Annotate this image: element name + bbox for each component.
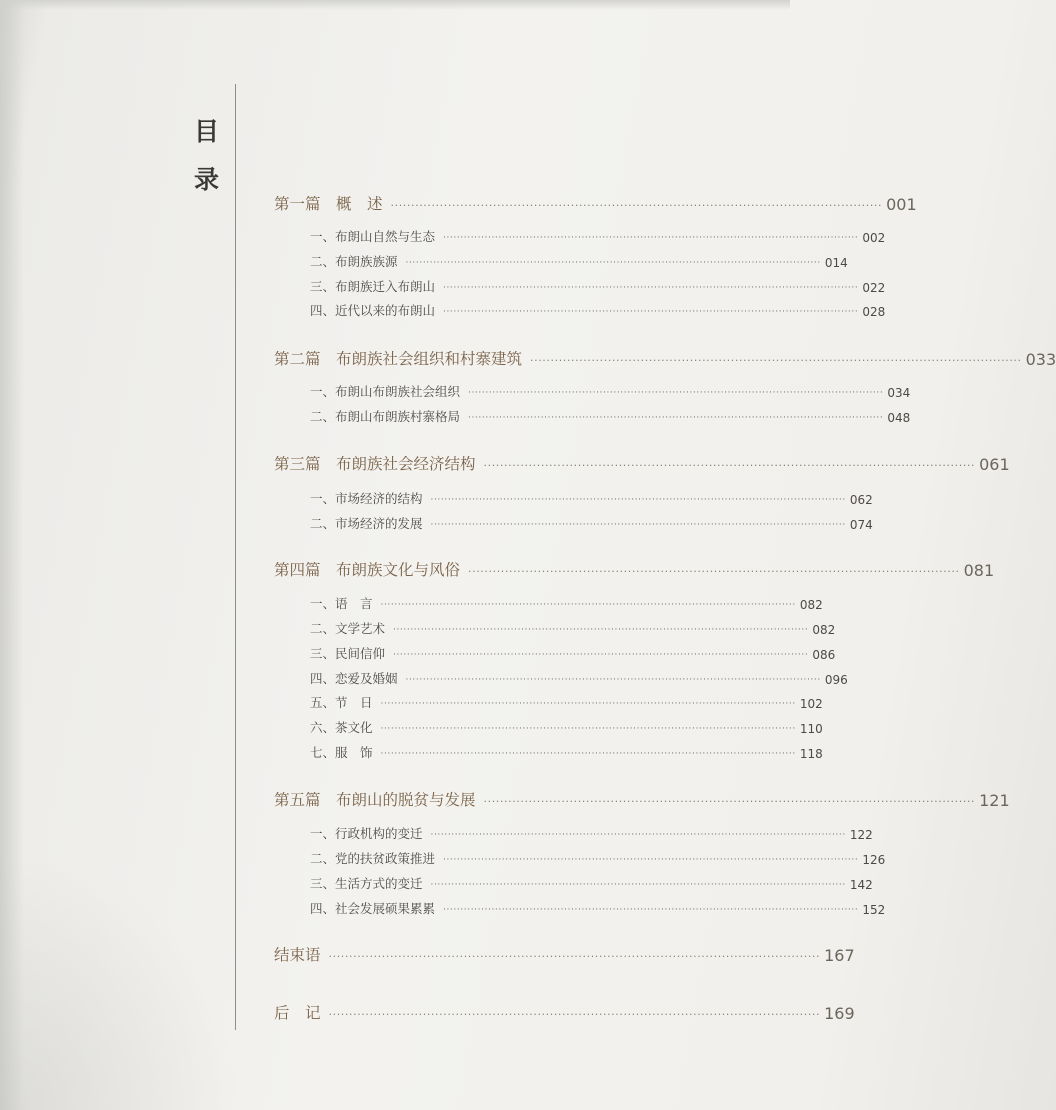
toc-entry-title: 三、布朗族迁入布朗山 [310, 279, 436, 294]
page-title-char: 录 [194, 165, 220, 194]
toc-entry-title: 六、茶文化 [310, 720, 373, 735]
toc-leader-dots: ························································································································ [443, 233, 859, 243]
toc-entry-title: 五、节 日 [310, 695, 373, 710]
toc-page-number: 061 [979, 455, 1010, 474]
toc-entry-title: 第四篇 布朗族文化与风俗 [274, 561, 461, 579]
toc-leader-dots: ························································································································ [483, 795, 976, 808]
toc-leader-dots: ························································································································ [405, 675, 821, 685]
toc-entry-title: 二、党的扶贫政策推进 [310, 851, 436, 866]
toc-page-number: 152 [862, 903, 886, 917]
toc-section-entry [274, 900, 886, 917]
toc-leader-dots: ························································································································ [380, 749, 796, 759]
toc-section-entry [274, 645, 836, 662]
toc-part-entry [274, 452, 1010, 474]
toc-page-number: 028 [862, 305, 886, 319]
toc-page-number: 110 [799, 722, 823, 736]
toc-section-entry [274, 278, 886, 295]
toc-entry-title: 二、布朗山布朗族村寨格局 [310, 409, 461, 424]
toc-page-number: 062 [849, 493, 873, 507]
toc-entry-title: 一、行政机构的变迁 [310, 826, 423, 841]
toc-leader-dots: ························································································································ [380, 600, 796, 610]
toc-page-number: 167 [824, 946, 855, 965]
toc-section-entry [274, 744, 823, 761]
toc-entry-title: 三、民间信仰 [310, 646, 386, 661]
toc-page-number: 014 [824, 256, 848, 270]
toc-part-entry [274, 788, 1010, 810]
toc-part-entry [274, 943, 855, 965]
vertical-divider [235, 84, 236, 1030]
toc-part-entry [274, 347, 1056, 369]
toc-section-entry [274, 383, 911, 400]
toc-part-entry [274, 1001, 855, 1023]
toc-leader-dots: ························································································································ [430, 520, 846, 530]
toc-page-number: 142 [849, 878, 873, 892]
toc-section-entry [274, 875, 873, 892]
toc-page-number: 081 [963, 561, 995, 580]
toc-section-entry [274, 490, 873, 507]
toc-leader-dots: ························································································································ [328, 950, 821, 963]
toc-entry-title: 第二篇 布朗族社会组织和村寨建筑 [274, 350, 523, 368]
toc-leader-dots: ························································································································ [380, 699, 796, 709]
toc-entry-title: 一、布朗山布朗族社会组织 [310, 384, 461, 399]
toc-leader-dots: ························································································································ [483, 459, 976, 472]
toc-entry-title: 结束语 [274, 946, 321, 964]
toc-entry-title: 第五篇 布朗山的脱贫与发展 [274, 791, 476, 809]
toc-entry-title: 一、布朗山自然与生态 [310, 229, 436, 244]
toc-entry-title: 第三篇 布朗族社会经济结构 [274, 455, 476, 473]
toc-leader-dots: ························································································································ [390, 199, 883, 212]
toc-section-entry [274, 515, 873, 532]
toc-page-number: 082 [812, 623, 836, 637]
toc-entry-title: 二、市场经济的发展 [310, 516, 423, 531]
toc-leader-dots: ························································································································ [443, 283, 859, 293]
toc-leader-dots: ························································································································ [430, 495, 846, 505]
toc-page-number: 096 [824, 673, 848, 687]
toc-part-entry [274, 192, 917, 214]
toc-entry-title: 三、生活方式的变迁 [310, 876, 423, 891]
toc-page-number: 074 [849, 518, 873, 532]
toc-entry-title: 一、市场经济的结构 [310, 491, 423, 506]
toc-leader-dots: ························································································································ [393, 625, 809, 635]
toc-leader-dots: ························································································································ [443, 855, 859, 865]
toc-section-entry [274, 302, 886, 319]
toc-section-entry [274, 408, 911, 425]
toc-section-entry [274, 670, 848, 687]
toc-page-number: 169 [824, 1004, 855, 1023]
toc-leader-dots: ························································································································ [468, 413, 884, 423]
toc-leader-dots: ························································································································ [380, 724, 796, 734]
toc-entry-title: 四、近代以来的布朗山 [310, 303, 436, 318]
toc-entry-title: 四、恋爱及婚姻 [310, 671, 398, 686]
toc-leader-dots: ························································································································ [393, 650, 809, 660]
toc-section-entry [274, 850, 886, 867]
toc-page-number: 126 [862, 853, 886, 867]
toc-leader-dots: ························································································································ [430, 880, 846, 890]
toc-page-number: 121 [979, 791, 1010, 810]
toc-section-entry [274, 253, 848, 270]
toc-page-number: 086 [812, 648, 836, 662]
toc-part-entry [274, 558, 995, 580]
toc-section-entry [274, 719, 823, 736]
toc-leader-dots: ························································································································ [468, 565, 960, 578]
toc-leader-dots: ························································································································ [405, 258, 821, 268]
page-corner-shadow [0, 850, 240, 1110]
toc-page-number: 118 [799, 747, 823, 761]
toc-page-number: 102 [799, 697, 823, 711]
toc-leader-dots: ························································································································ [530, 354, 1022, 367]
toc-section-entry [274, 595, 823, 612]
toc-entry-title: 二、文学艺术 [310, 621, 386, 636]
toc-page-number: 034 [887, 386, 911, 400]
toc-leader-dots: ························································································································ [430, 830, 846, 840]
toc-page-number: 033 [1025, 350, 1056, 369]
toc-leader-dots: ························································································································ [443, 905, 859, 915]
toc-entry-title: 七、服 饰 [310, 745, 373, 760]
toc-section-entry [274, 694, 823, 711]
toc-page-number: 082 [799, 598, 823, 612]
toc-page-number: 002 [862, 231, 886, 245]
toc-entry-title: 四、社会发展硕果累累 [310, 901, 436, 916]
toc-page-number: 001 [886, 195, 917, 214]
page-title-char: 目 [194, 117, 220, 146]
toc-leader-dots: ························································································································ [468, 388, 884, 398]
toc-section-entry [274, 228, 886, 245]
toc-section-entry [274, 620, 836, 637]
toc-entry-title: 第一篇 概 述 [274, 195, 383, 213]
toc-entry-title: 一、语 言 [310, 596, 373, 611]
page-title [194, 108, 228, 204]
page-top-shadow [0, 0, 790, 10]
toc-leader-dots: ························································································································ [328, 1008, 821, 1021]
toc-page-number: 122 [849, 828, 873, 842]
toc-page-number: 048 [887, 411, 911, 425]
toc-page-number: 022 [862, 281, 886, 295]
toc-section-entry [274, 825, 873, 842]
toc-entry-title: 后 记 [274, 1004, 321, 1022]
toc-entry-title: 二、布朗族族源 [310, 254, 398, 269]
toc-leader-dots: ························································································································ [443, 307, 859, 317]
